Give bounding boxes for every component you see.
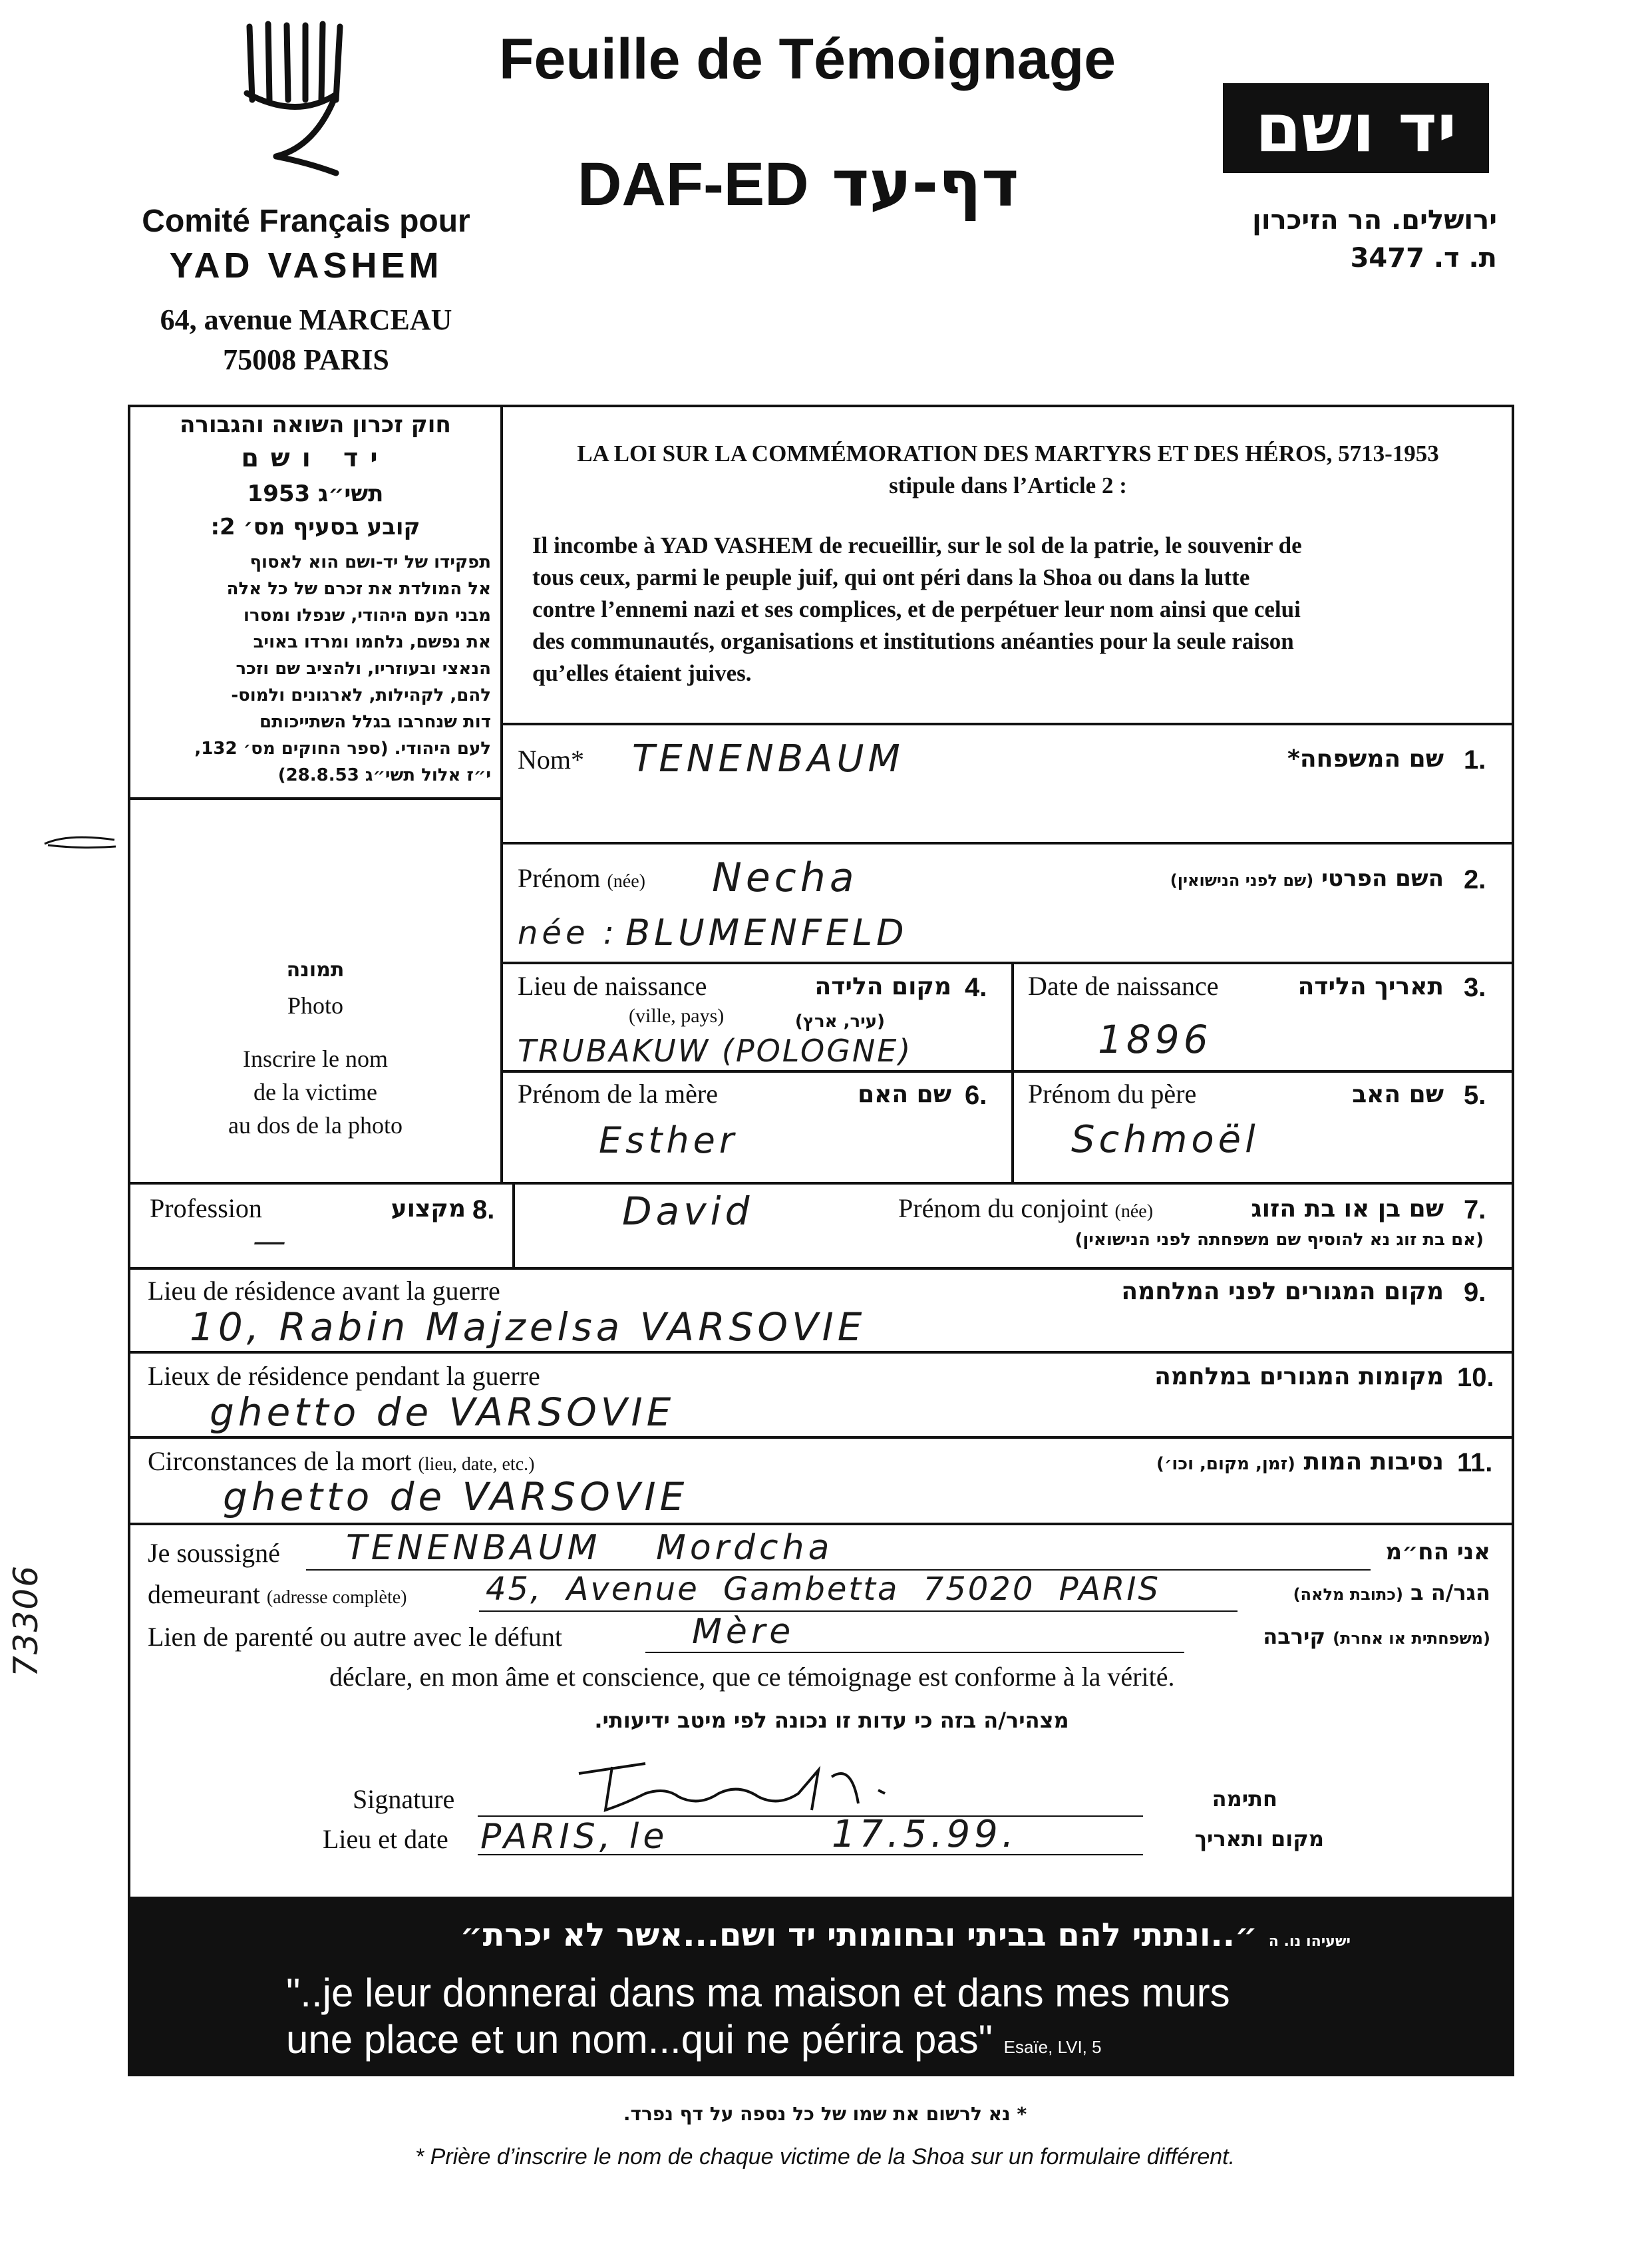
org-line2: YAD VASHEM (169, 246, 443, 285)
field-6-number: 6. (965, 1081, 987, 1110)
left-column-divider (500, 405, 503, 1183)
field-4-label-small: (ville, pays) (629, 1005, 725, 1027)
declarant-name-hebrew: אני הח״מ (1385, 1539, 1490, 1565)
signature-label: Signature (353, 1784, 455, 1814)
field-5-label: Prénom du père (1028, 1079, 1197, 1109)
row-line-law (500, 723, 1514, 725)
field-4-hebrew: מקום הלידה (814, 973, 951, 1000)
archive-number: 73306 (7, 1564, 45, 1677)
field-10-label: Lieux de résidence pendant la guerre (148, 1361, 540, 1391)
field-6-value[interactable]: Esther (599, 1119, 739, 1161)
hebrew-address: ירושלים. הר הזיכרון (1252, 205, 1497, 236)
field-8-value[interactable]: — (253, 1222, 290, 1260)
field-7-hebrew: שם בן או בת הזוג (1251, 1195, 1444, 1222)
field-9-number: 9. (1464, 1278, 1486, 1307)
field-7-number: 7. (1464, 1195, 1486, 1224)
field-1-label: Nom* (518, 745, 584, 775)
photo-instruction-3: au dos de la photo (228, 1112, 403, 1139)
field-8-number: 8. (472, 1195, 495, 1224)
field-2-hebrew (1031, 865, 1444, 892)
field-9-label: Lieu de résidence avant la guerre (148, 1276, 500, 1306)
row-line-10 (128, 1436, 1514, 1439)
law-body-line-1: tous ceux, parmi le peuple juif, qui ont péri dans la Shoa ou dans la lutte (532, 564, 1250, 590)
field-4-value[interactable]: TRUBAKUW (POLOGNE) (518, 1033, 913, 1069)
field-2-hebrew-text: השם הפרטי (1321, 865, 1444, 892)
field-6-label: Prénom de la mère (518, 1079, 718, 1109)
field-4-number: 4. (965, 973, 987, 1002)
signature-icon[interactable] (566, 1757, 911, 1820)
declarant-relation-hebrew-small: (משפחתית או אחרת) (1333, 1629, 1490, 1648)
field-7-label-text: Prénom du conjoint (898, 1193, 1108, 1223)
declarant-address-label (148, 1579, 407, 1610)
declarant-address-hebrew (1251, 1580, 1490, 1605)
law-body-line-4: qu’elles étaient juives. (532, 660, 752, 686)
field-2-number: 2. (1464, 865, 1486, 894)
banner-ref: Esaïe, LVI, 5 (1003, 2037, 1102, 2057)
place-date-hebrew: מקום ותאריך (1194, 1826, 1324, 1851)
law-body-line-3: des communautés, organisations et institutions anéanties pour la seule raison (532, 628, 1294, 654)
banner-hebrew-ref: ישעיהו נו. ה (1268, 1933, 1351, 1950)
law-hebrew-line-6: מבני העם היהודי, שנפלו ומסרו (244, 606, 491, 626)
row-line-11 (128, 1523, 1514, 1525)
margin-mark-icon (41, 832, 121, 852)
declaration-hebrew: מצהיר/ה בזה כי עדות זו נכונה לפי מיטב ידיעותי. (594, 1708, 1069, 1733)
field-9-value[interactable]: 10, Rabin Majzelsa VARSOVIE (190, 1304, 866, 1350)
law-body-line-0: Il incombe à YAD VASHEM de recueillir, sur le sol de la patrie, le souvenir de (532, 532, 1302, 558)
field-5-value[interactable]: Schmoël (1071, 1118, 1259, 1161)
banner-hebrew (286, 1917, 1351, 1954)
hebrew-pobox: ת. ד. 3477 (1350, 243, 1497, 274)
declarant-address-label-text: demeurant (148, 1579, 260, 1609)
address-line2: 75008 PARIS (223, 343, 389, 376)
row-line-nom (500, 842, 1514, 844)
subtitle-latin: DAF-ED (578, 150, 809, 218)
field-7-hebrew-small: (אם בת זוג נא להוסיף שם משפחתה לפני הנישואין) (1074, 1230, 1484, 1250)
law-body-line-2: contre l’ennemi nazi et ses complices, et de perpétuer leur nom ainsi que celui (532, 596, 1301, 622)
field-2-label (518, 862, 645, 894)
law-hebrew-line-5: אל המולדת את זכרם של כל אלה (226, 579, 491, 599)
place-date-label: Lieu et date (323, 1824, 448, 1854)
place-value[interactable]: PARIS, le (480, 1817, 669, 1857)
field-6-hebrew: שם האם (858, 1081, 951, 1108)
banner-line-2 (286, 2016, 1102, 2062)
declarant-address-value[interactable]: 45, Avenue Gambetta 75020 PARIS (486, 1571, 1160, 1608)
law-hebrew-line-8: הנאצי ובעוזריו, ולהציב שם וזכר (236, 659, 491, 679)
banner-line-1: "..je leur donnerai dans ma maison et dans mes murs (286, 1970, 1230, 2015)
field-11-label-small: (lieu, date, etc.) (418, 1454, 535, 1475)
field-5-number: 5. (1464, 1081, 1486, 1110)
field-4-hebrew-small: (עיר, ארץ) (794, 1012, 885, 1031)
law-hebrew-line-4: תפקידו של יד-ושם הוא לאסוף (249, 552, 491, 572)
declarant-relation-hebrew-text: קירבה (1263, 1624, 1325, 1649)
margin-mark-svg (41, 832, 121, 852)
field-8-hebrew: מקצוע (391, 1195, 466, 1222)
field-11-value[interactable]: ghetto de VARSOVIE (223, 1474, 689, 1519)
banner-line-2-text: une place et un nom...qui ne périra pas" (286, 2017, 993, 2062)
signature-hebrew: חתימה (1212, 1786, 1277, 1811)
profession-divider (512, 1182, 515, 1270)
row-line-naissance (500, 1070, 1514, 1073)
declarant-relation-label: Lien de parenté ou autre avec le défunt (148, 1622, 563, 1652)
law-hebrew-line-3: קובע בסעיף מס׳ 2: (210, 514, 420, 540)
field-2-value2-prefix: née : (518, 914, 618, 952)
footer-note: * Prière d’inscrire le nom de chaque victime de la Shoa sur un formulaire différent. (414, 2144, 1236, 2169)
photo-label: Photo (287, 992, 344, 1019)
field-5-hebrew: שם האב (1352, 1081, 1444, 1108)
field-7-label-small: (née) (1114, 1201, 1154, 1222)
address-line1: 64, avenue MARCEAU (160, 303, 452, 336)
law-hebrew-line-1: יד ושם (241, 443, 390, 472)
field-11-hebrew (965, 1448, 1444, 1475)
declarant-relation-hebrew (1191, 1624, 1490, 1649)
law-hebrew-line-11: לעם היהודי. (ספר החוקים מס׳ 132, (194, 739, 491, 759)
field-11-label-text: Circonstances de la mort (148, 1446, 412, 1476)
field-2-value[interactable]: Necha (712, 854, 858, 901)
declarant-name-value[interactable]: TENENBAUM Mordcha (346, 1528, 834, 1568)
law-photo-divider (128, 797, 502, 800)
row-line-parents (128, 1182, 1514, 1185)
field-2-hebrew-small: (שם לפני הנישואין) (1170, 871, 1314, 890)
field-7-value[interactable]: David (622, 1189, 754, 1234)
signature-svg (566, 1757, 911, 1820)
field-11-number: 11. (1457, 1448, 1493, 1477)
field-3-hebrew: תאריך הלידה (1297, 973, 1444, 1000)
field-9-hebrew: מקום המגורים לפני המלחמה (1121, 1278, 1444, 1305)
field-11-hebrew-text: נסיבות המות (1303, 1448, 1444, 1475)
declarant-address-hebrew-small: (כתובת מלאה) (1293, 1585, 1403, 1604)
field-11-hebrew-small: (זמן, מקום, וכו׳) (1156, 1454, 1295, 1474)
field-3-number: 3. (1464, 973, 1486, 1002)
photo-instruction-1: Inscrire le nom (243, 1045, 388, 1072)
law-hebrew-line-2: תשי״ג 1953 (247, 480, 384, 507)
field-1-number: 1. (1464, 745, 1486, 775)
field-2-label-text: Prénom (518, 863, 601, 893)
law-hebrew-line-12: י״ז אלול תשי״ג 28.8.53) (277, 765, 491, 785)
field-11-label (148, 1445, 534, 1477)
law-hebrew-line-0: חוק זכרון השואה והגבורה (180, 411, 451, 438)
field-10-hebrew: מקומות המגורים במלחמה (1154, 1363, 1444, 1390)
law-subtitle: stipule dans l’Article 2 : (889, 472, 1127, 498)
declarant-relation-line (645, 1652, 1184, 1653)
field-4-label: Lieu de naissance (518, 971, 707, 1001)
declarant-address-hebrew-text: הגר/ה ב (1410, 1580, 1490, 1605)
field-2-label-small: (née) (607, 871, 645, 892)
field-1-value[interactable]: TENENBAUM (632, 737, 904, 781)
law-title: LA LOI SUR LA COMMÉMORATION DES MARTYRS ET DES HÉROS, 5713-1953 (577, 441, 1439, 467)
logo-text: יד ושם (1255, 89, 1457, 167)
field-3-value[interactable]: 1896 (1098, 1017, 1212, 1062)
field-10-number: 10. (1457, 1363, 1494, 1392)
menorah-logo-icon (236, 20, 356, 180)
photo-hebrew: תמונה (286, 958, 345, 982)
row-line-9 (128, 1351, 1514, 1354)
banner-hebrew-text: ״..ונתתי להם בביתי ובחומותי יד ושם...אשר לא יכרת״ (460, 1917, 1257, 1954)
field-10-value[interactable]: ghetto de VARSOVIE (210, 1390, 675, 1435)
law-hebrew-line-7: את נפשם, נלחמו ומרדו באויב (253, 632, 491, 652)
menorah-logo-svg (236, 20, 356, 180)
footer-hebrew: * נא לרשום את שמו של כל נספה על דף נפרד. (623, 2103, 1027, 2125)
declarant-name-label: Je soussigné (148, 1538, 280, 1568)
mid-divider-upper (1011, 962, 1014, 1183)
field-3-label: Date de naissance (1028, 971, 1219, 1001)
law-hebrew-line-10: דות שנחרבו בגלל השתייכותם (259, 712, 491, 732)
declaration-text: déclare, en mon âme et conscience, que ce témoignage est conforme à la vérité. (329, 1662, 1175, 1692)
field-7-label (898, 1193, 1153, 1224)
field-8-label: Profession (150, 1193, 262, 1223)
declarant-address-label-small: (adresse complète) (266, 1587, 407, 1608)
page-title: Feuille de Témoignage (499, 27, 1116, 91)
declarant-relation-value[interactable]: Mère (692, 1612, 795, 1652)
yad-vashem-logo (1223, 83, 1489, 173)
row-line-prenom (500, 962, 1514, 964)
field-1-hebrew: שם המשפחה* (1287, 745, 1444, 773)
law-hebrew-line-9: להם, לקהילות, לארגונים ולמוס- (231, 685, 491, 705)
subtitle-hebrew: דף-עד (832, 146, 1019, 221)
date-value[interactable]: 17.5.99. (832, 1813, 1018, 1856)
photo-instruction-2: de la victime (253, 1079, 377, 1105)
declarant-address-line (479, 1610, 1238, 1612)
org-line1: Comité Français pour (142, 204, 470, 239)
field-2-value2[interactable]: BLUMENFELD (625, 912, 908, 954)
